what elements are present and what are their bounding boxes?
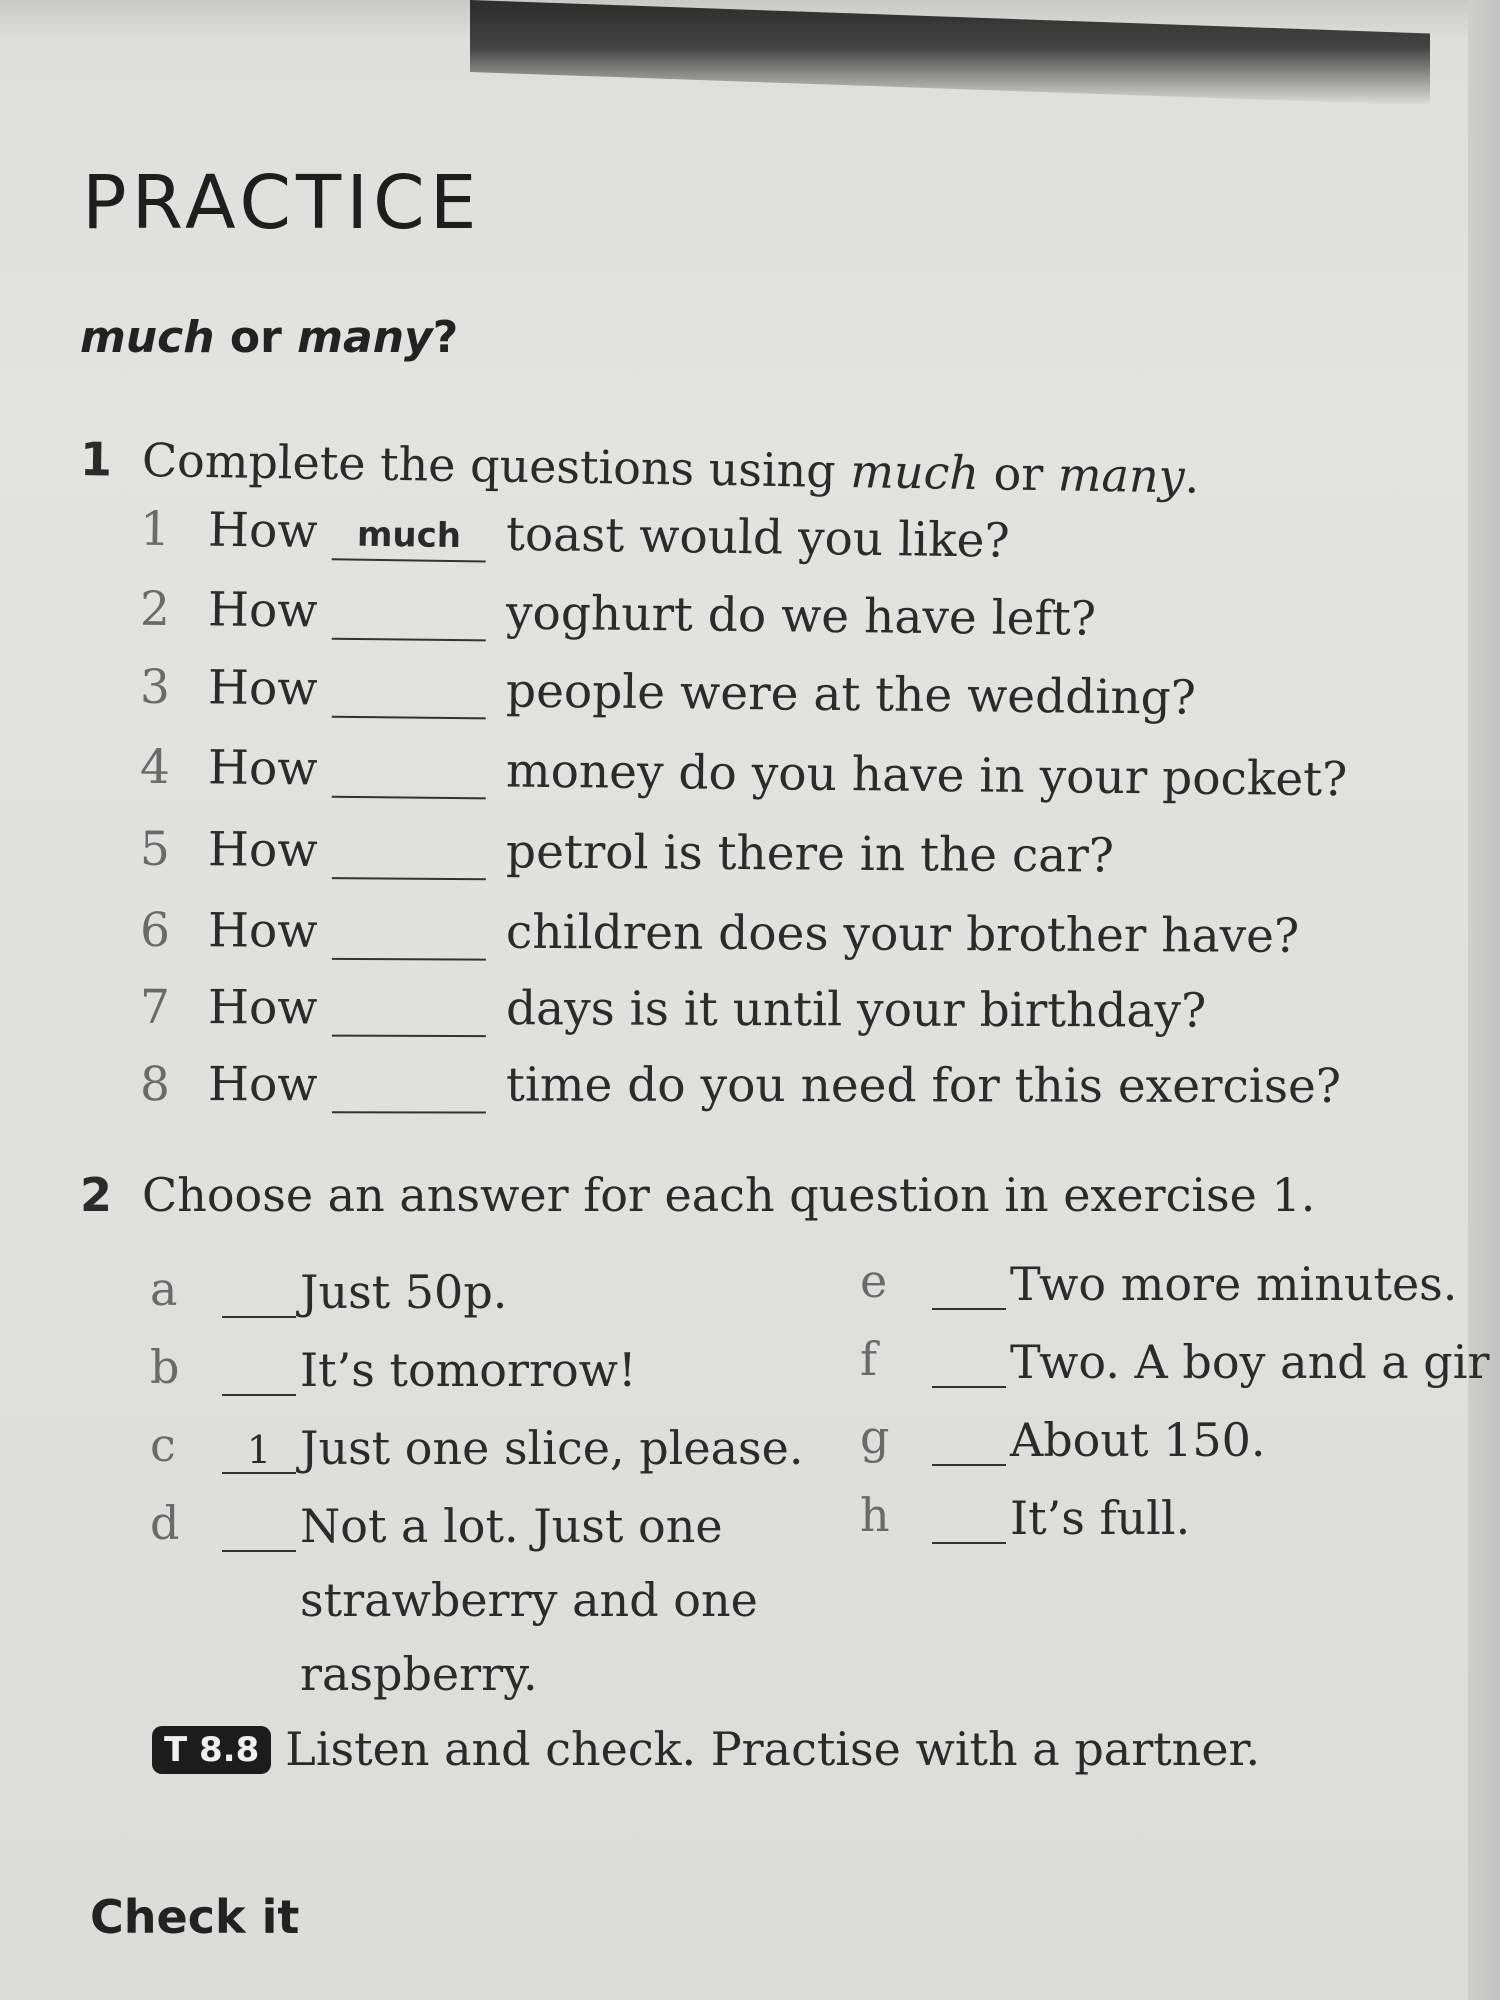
question-row	[140, 980, 1340, 1044]
question-row	[140, 1057, 1340, 1119]
answer-line: Two. A boy and a gir	[1010, 1335, 1490, 1389]
page-top-shadow	[470, 0, 1430, 106]
question-row	[140, 660, 1341, 733]
question-number: 5	[139, 821, 171, 878]
exercise-1-end: .	[1184, 449, 1200, 504]
exercise-1-word-much: much	[849, 444, 980, 501]
question-number: 6	[139, 902, 171, 959]
match-blank[interactable]	[932, 1344, 1006, 1388]
question-how: How	[207, 502, 318, 560]
exercise-2-instruction	[80, 1168, 1315, 1222]
question-rest: people were at the wedding?	[505, 663, 1197, 726]
listen-text: Listen and check. Practise with a partner.	[285, 1722, 1261, 1776]
question-how: How	[207, 980, 318, 1036]
answer-text	[1010, 1247, 1457, 1321]
question-rest: time do you need for this exercise?	[505, 1057, 1342, 1115]
answer-line: strawberry and one	[300, 1573, 758, 1627]
answer-text	[300, 1489, 758, 1711]
subheading-end: ?	[432, 312, 459, 363]
match-blank[interactable]	[932, 1422, 1006, 1466]
match-blank[interactable]	[222, 1352, 296, 1396]
answer-text	[1010, 1325, 1489, 1399]
question-how: How	[207, 1057, 318, 1113]
question-row	[140, 502, 1341, 579]
exercise-1-word-many: many	[1057, 447, 1186, 504]
question-number: 3	[139, 659, 171, 716]
answer-line: raspberry.	[300, 1647, 538, 1701]
answer-blank[interactable]: much	[332, 514, 487, 562]
match-blank[interactable]	[932, 1500, 1006, 1544]
exercise-2-text: Choose an answer for each question in exercise 1.	[142, 1168, 1316, 1222]
question-number: 2	[139, 581, 171, 638]
question-how: How	[207, 740, 318, 797]
exercise-1-instruction	[80, 432, 1200, 504]
question-number: 4	[139, 739, 171, 796]
exercise-1-or: or	[978, 446, 1059, 502]
answer-line: Two more minutes.	[1010, 1257, 1458, 1311]
subheading-word-much: much	[80, 312, 215, 363]
answer-letter: a	[150, 1262, 178, 1316]
question-row	[140, 822, 1340, 890]
answer-letter: f	[860, 1332, 878, 1386]
question-rest: toast would you like?	[505, 506, 1011, 569]
question-row	[139, 739, 1348, 813]
exercise-2-number: 2	[80, 1168, 113, 1222]
match-blank[interactable]	[222, 1508, 296, 1552]
subheading-or: or	[214, 312, 298, 363]
next-section-heading: Check it	[90, 1890, 300, 1944]
question-number: 8	[139, 1056, 170, 1113]
answer-blank[interactable]	[332, 594, 486, 642]
answer-text	[300, 1255, 507, 1329]
answer-blank[interactable]	[332, 1067, 486, 1113]
answer-text	[1010, 1481, 1190, 1555]
match-blank[interactable]	[222, 1274, 296, 1318]
answer-text	[300, 1333, 637, 1407]
subheading	[80, 312, 458, 363]
answer-line: Not a lot. Just one	[300, 1499, 723, 1553]
match-blank[interactable]	[932, 1266, 1006, 1310]
question-rest: yoghurt do we have left?	[505, 585, 1097, 647]
answer-letter: h	[860, 1488, 890, 1542]
answer-letter: g	[860, 1410, 890, 1464]
answer-line: About 150.	[1010, 1413, 1266, 1467]
question-number: 7	[139, 979, 171, 1036]
question-rest: days is it until your birthday?	[505, 981, 1207, 1039]
listen-instruction	[152, 1722, 1260, 1776]
question-how: How	[207, 903, 318, 959]
question-number: 1	[139, 501, 171, 558]
question-rest: children does your brother have?	[505, 904, 1300, 964]
question-how: How	[207, 582, 318, 639]
answer-blank[interactable]	[332, 991, 486, 1038]
question-rest: petrol is there in the car?	[505, 824, 1115, 884]
answer-blank[interactable]	[332, 914, 486, 961]
match-blank[interactable]: 1	[222, 1430, 296, 1474]
answer-line: It’s tomorrow!	[300, 1343, 637, 1397]
answer-blank[interactable]	[332, 833, 486, 880]
answer-line: Just 50p.	[300, 1265, 508, 1319]
answer-blank[interactable]	[332, 672, 486, 720]
answer-letter: e	[860, 1254, 888, 1308]
question-rest: money do you have in your pocket?	[505, 743, 1348, 808]
section-title: PRACTICE	[82, 160, 482, 246]
answer-line: It’s full.	[1010, 1491, 1191, 1545]
audio-track-badge[interactable]: T 8.8	[152, 1726, 271, 1774]
exercise-1-number: 1	[79, 432, 113, 487]
answer-line: Just one slice, please.	[300, 1421, 804, 1475]
exercise-1-text: Complete the questions using	[141, 432, 851, 499]
question-row	[140, 903, 1340, 969]
answer-text	[1010, 1403, 1266, 1477]
page-right-edge	[1468, 0, 1500, 2000]
answer-letter: b	[150, 1340, 180, 1394]
answer-blank[interactable]	[332, 752, 486, 800]
question-row	[140, 582, 1341, 655]
question-how: How	[207, 660, 318, 717]
answer-letter: c	[150, 1418, 176, 1472]
question-how: How	[207, 822, 318, 879]
answer-letter: d	[150, 1496, 180, 1550]
subheading-word-many: many	[297, 312, 433, 363]
answer-text	[300, 1411, 803, 1485]
